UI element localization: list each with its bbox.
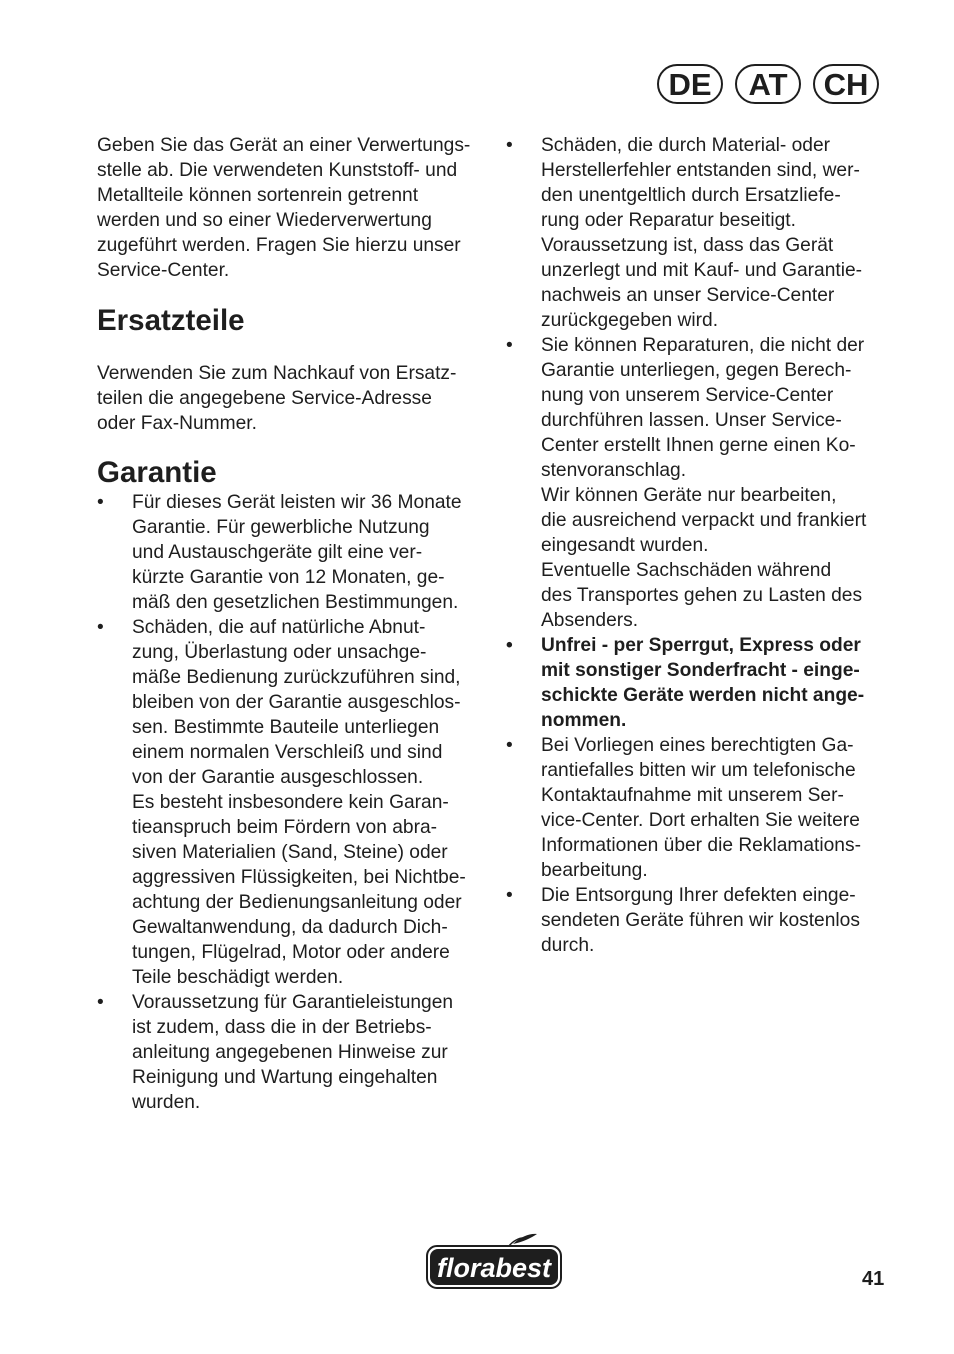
text-line: achtung der Bedienungsanleitung oder xyxy=(132,892,462,913)
list-item xyxy=(506,733,896,883)
list-item xyxy=(506,883,896,958)
text-line: Es besteht insbesondere kein Garan- xyxy=(132,792,449,813)
text-line: Informationen über die Reklamations- xyxy=(541,835,861,856)
text-line: schickte Geräte werden nicht ange- xyxy=(541,685,865,706)
text-line: sendeten Geräte führen wir kostenlos xyxy=(541,910,860,931)
text-line: Service-Center. xyxy=(97,260,230,281)
text-line: ist zudem, dass die in der Betriebs- xyxy=(132,1017,432,1038)
text-line: • Unfrei - per Sperrgut, Express oder xyxy=(541,635,861,656)
text-line: wurden. xyxy=(132,1092,201,1113)
text-line: anleitung angegebenen Hinweise zur xyxy=(132,1042,448,1063)
language-badge-de: DE xyxy=(657,64,723,104)
text-line: mit sonstiger Sonderfracht - einge- xyxy=(541,660,860,681)
text-line: Center erstellt Ihnen gerne einen Ko- xyxy=(541,435,856,456)
text-line: Garantie. Für gewerbliche Nutzung xyxy=(132,517,430,538)
logo-wordmark: florabest xyxy=(436,1253,552,1283)
text-line: des Transportes gehen zu Lasten des xyxy=(541,585,863,606)
text-line: • Für dieses Gerät leisten wir 36 Monate xyxy=(132,492,462,513)
text-line: Gewaltanwendung, da dadurch Dich- xyxy=(132,917,448,938)
text-line: Verwenden Sie zum Nachkauf von Ersatz- xyxy=(97,363,457,384)
text-line: Teile beschädigt werden. xyxy=(132,967,344,988)
list-item-bold-notice xyxy=(506,633,896,733)
text-line: Herstellerfehler entstanden sind, wer- xyxy=(541,160,860,181)
text-line: • Schäden, die auf natürliche Abnut- xyxy=(132,617,426,638)
text-line: kürzte Garantie von 12 Monaten, ge- xyxy=(132,567,445,588)
florabest-logo xyxy=(425,1232,563,1292)
text-line: unzerlegt und mit Kauf- und Garantie- xyxy=(541,260,863,281)
text-line: Metallteile können sortenrein getrennt xyxy=(97,185,419,206)
list-item xyxy=(506,333,896,633)
language-badges xyxy=(657,64,879,104)
text-line: Reinigung und Wartung eingehalten xyxy=(132,1067,438,1088)
spare-parts-paragraph xyxy=(97,361,489,436)
warranty-bullet-list-right xyxy=(506,133,896,958)
warranty-bullet-list-left xyxy=(97,490,489,1115)
text-line: bleiben von der Garantie ausgeschlos- xyxy=(132,692,461,713)
text-line: • Schäden, die durch Material- oder xyxy=(541,135,831,156)
text-line: rung oder Reparatur beseitigt. xyxy=(541,210,796,231)
text-line: Geben Sie das Gerät an einer Verwertungs- xyxy=(97,135,471,156)
text-line: stelle ab. Die verwendeten Kunststoff- und xyxy=(97,160,458,181)
text-line: rantiefalles bitten wir um telefonische xyxy=(541,760,856,781)
text-line: und Austauschgeräte gilt eine ver- xyxy=(132,542,423,563)
text-line: sen. Bestimmte Bauteile unterliegen xyxy=(132,717,440,738)
text-line: durch. xyxy=(541,935,595,956)
text-line: zurückgegeben wird. xyxy=(541,310,719,331)
list-item xyxy=(97,990,489,1115)
text-line: tungen, Flügelrad, Motor oder andere xyxy=(132,942,450,963)
text-line: • Bei Vorliegen eines berechtigten Ga- xyxy=(541,735,854,756)
heading-garantie: Garantie xyxy=(97,456,217,489)
right-column xyxy=(506,133,896,958)
left-column xyxy=(97,133,489,1115)
text-line: die ausreichend verpackt und frankiert xyxy=(541,510,867,531)
text-line: Wir können Geräte nur bearbeiten, xyxy=(541,485,837,506)
text-line: eingesandt wurden. xyxy=(541,535,709,556)
text-line: einem normalen Verschleiß und sind xyxy=(132,742,443,763)
disposal-paragraph xyxy=(97,133,489,283)
text-line: stenvoranschlag. xyxy=(541,460,687,481)
text-line: mäße Bedienung zurückzuführen sind, xyxy=(132,667,461,688)
text-line: • Voraussetzung für Garantieleistungen xyxy=(132,992,454,1013)
text-line: • Sie können Reparaturen, die nicht der xyxy=(541,335,865,356)
text-line: teilen die angegebene Service-Adresse xyxy=(97,388,432,409)
text-line: bearbeitung. xyxy=(541,860,648,881)
list-item xyxy=(97,490,489,615)
text-line: von der Garantie ausgeschlossen. xyxy=(132,767,424,788)
text-line: • Die Entsorgung Ihrer defekten einge- xyxy=(541,885,856,906)
text-line: den unentgeltlich durch Ersatzliefe- xyxy=(541,185,841,206)
text-line: nung von unserem Service-Center xyxy=(541,385,834,406)
text-line: Kontaktaufnahme mit unserem Ser- xyxy=(541,785,844,806)
text-line: nommen. xyxy=(541,710,627,731)
list-item xyxy=(506,133,896,333)
text-line: zugeführt werden. Fragen Sie hierzu unser xyxy=(97,235,461,256)
text-line: Absenders. xyxy=(541,610,639,631)
text-line: Garantie unterliegen, gegen Berech- xyxy=(541,360,852,381)
text-line: tieanspruch beim Fördern von abra- xyxy=(132,817,438,838)
text-line: Voraussetzung ist, dass das Gerät xyxy=(541,235,834,256)
text-line: mäß den gesetzlichen Bestimmungen. xyxy=(132,592,459,613)
heading-ersatzteile: Ersatzteile xyxy=(97,304,245,337)
language-badge-ch: CH xyxy=(813,64,879,104)
text-line: Eventuelle Sachschäden während xyxy=(541,560,832,581)
page-number: 41 xyxy=(862,1268,885,1290)
text-line: zung, Überlastung oder unsachge- xyxy=(132,642,427,663)
language-badge-at: AT xyxy=(735,64,801,104)
text-line: oder Fax-Nummer. xyxy=(97,413,257,434)
text-line: durchführen lassen. Unser Service- xyxy=(541,410,842,431)
text-line: siven Materialien (Sand, Steine) oder xyxy=(132,842,448,863)
text-line: aggressiven Flüssigkeiten, bei Nichtbe- xyxy=(132,867,466,888)
list-item xyxy=(97,615,489,990)
text-line: vice-Center. Dort erhalten Sie weitere xyxy=(541,810,860,831)
text-line: nachweis an unser Service-Center xyxy=(541,285,835,306)
text-line: werden und so einer Wiederverwertung xyxy=(97,210,432,231)
